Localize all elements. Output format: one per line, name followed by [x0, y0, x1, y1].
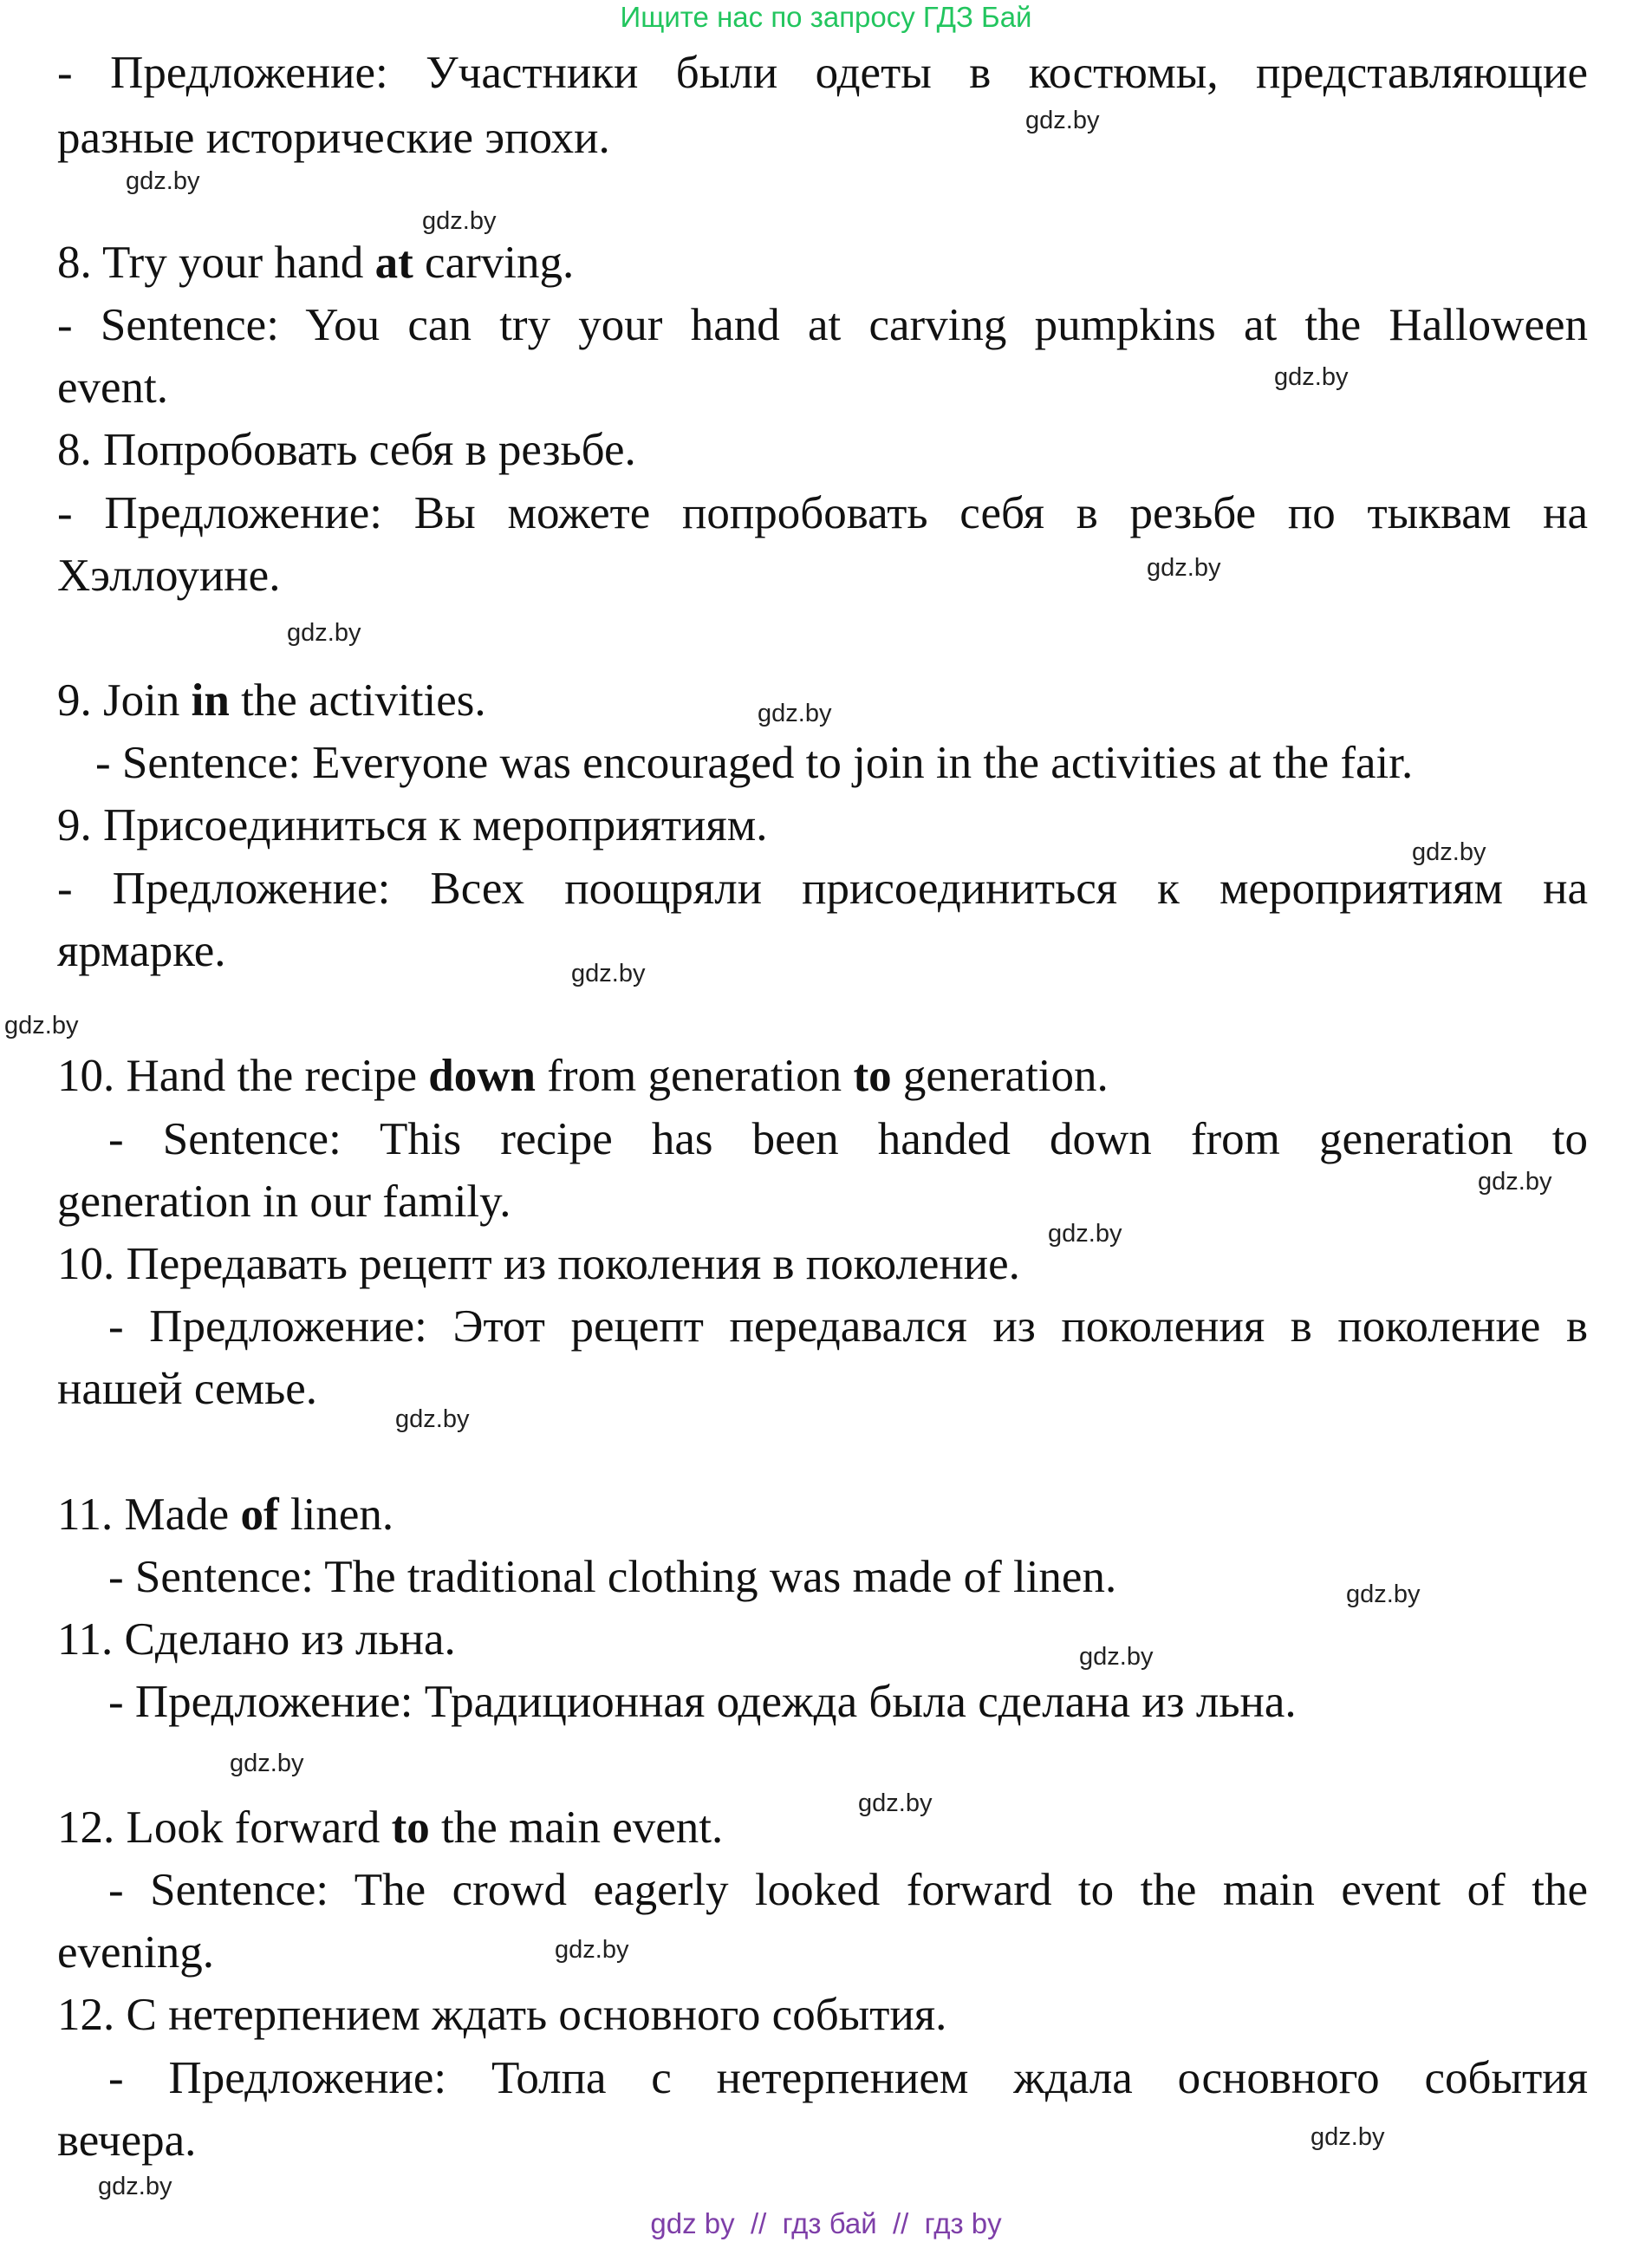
- watermark: gdz.by: [758, 700, 832, 727]
- watermark: gdz.by: [4, 1012, 79, 1040]
- item10-ru-sentence-line1: - Предложение: Этот рецепт передавался из поколения в поколение в: [108, 1301, 1588, 1352]
- item11-en-title: 11. Made of linen.: [57, 1489, 394, 1540]
- item8-ru-sentence-line1: - Предложение: Вы можете попробовать себя в резьбе по тыквам на: [57, 488, 1588, 538]
- watermark: gdz.by: [395, 1405, 470, 1433]
- watermark: gdz.by: [287, 619, 361, 647]
- watermark: gdz.by: [1274, 363, 1349, 391]
- site-banner: Ищите нас по запросу ГДЗ Бай: [620, 1, 1032, 33]
- watermark: gdz.by: [1311, 2123, 1385, 2151]
- item9-ru-title: 9. Присоединиться к мероприятиям.: [57, 800, 768, 851]
- watermark: gdz.by: [858, 1789, 933, 1817]
- item11-en-sentence-line1: - Sentence: The traditional clothing was made of linen.: [108, 1552, 1117, 1602]
- watermark: gdz.by: [230, 1750, 304, 1777]
- watermark: gdz.by: [1079, 1643, 1154, 1671]
- watermark: gdz.by: [1346, 1580, 1421, 1608]
- item11-ru-sentence-line1: - Предложение: Традиционная одежда была сделана из льна.: [108, 1677, 1297, 1727]
- item12-en-sentence-line2: evening.: [57, 1927, 215, 1978]
- watermark: gdz.by: [1478, 1168, 1552, 1196]
- item11-ru-title: 11. Сделано из льна.: [57, 1614, 456, 1665]
- item8-en-sentence-line2: event.: [57, 362, 169, 413]
- item9-ru-sentence-line1: - Предложение: Всех поощряли присоединиться к мероприятиям на: [57, 864, 1588, 914]
- item12-ru-sentence-line1: - Предложение: Толпа с нетерпением ждала основного события: [108, 2053, 1588, 2103]
- item8-ru-title: 8. Попробовать себя в резьбе.: [57, 425, 636, 475]
- watermark: gdz.by: [1025, 107, 1100, 134]
- item12-ru-title: 12. С нетерпением ждать основного события.: [57, 1990, 947, 2040]
- item10-ru-title: 10. Передавать рецепт из поколения в поколение.: [57, 1239, 1020, 1289]
- site-footer: gdz by // гдз бай // гдз by: [650, 2207, 1002, 2239]
- item10-ru-sentence-line2: нашей семье.: [57, 1364, 318, 1414]
- item7-ru-sentence-line2: разные исторические эпохи.: [57, 113, 610, 163]
- watermark: gdz.by: [98, 2173, 172, 2200]
- item10-en-sentence-line2: generation in our family.: [57, 1176, 511, 1227]
- watermark: gdz.by: [126, 167, 200, 195]
- item12-ru-sentence-line2: вечера.: [57, 2115, 197, 2166]
- item9-en-sentence-line1: - Sentence: Everyone was encouraged to join in the activities at the fair.: [95, 738, 1414, 788]
- item8-en-title: 8. Try your hand at carving.: [57, 238, 575, 288]
- watermark: gdz.by: [1147, 554, 1221, 582]
- watermark: gdz.by: [1412, 838, 1486, 866]
- item9-ru-sentence-line2: ярмарке.: [57, 926, 226, 976]
- item7-ru-sentence-line1: - Предложение: Участники были одеты в костюмы, представляющие: [57, 48, 1588, 98]
- item8-en-sentence-line1: - Sentence: You can try your hand at carving pumpkins at the Halloween: [57, 300, 1588, 350]
- watermark: gdz.by: [422, 207, 497, 235]
- item9-en-title: 9. Join in the activities.: [57, 675, 486, 726]
- watermark: gdz.by: [571, 960, 646, 987]
- item8-ru-sentence-line2: Хэллоуине.: [57, 551, 281, 601]
- item10-en-title: 10. Hand the recipe down from generation to generation.: [57, 1051, 1109, 1101]
- item12-en-sentence-line1: - Sentence: The crowd eagerly looked forward to the main event of the: [108, 1865, 1588, 1915]
- watermark: gdz.by: [1048, 1220, 1122, 1248]
- item12-en-title: 12. Look forward to the main event.: [57, 1802, 724, 1853]
- watermark: gdz.by: [555, 1936, 629, 1964]
- item10-en-sentence-line1: - Sentence: This recipe has been handed down from generation to: [108, 1114, 1588, 1164]
